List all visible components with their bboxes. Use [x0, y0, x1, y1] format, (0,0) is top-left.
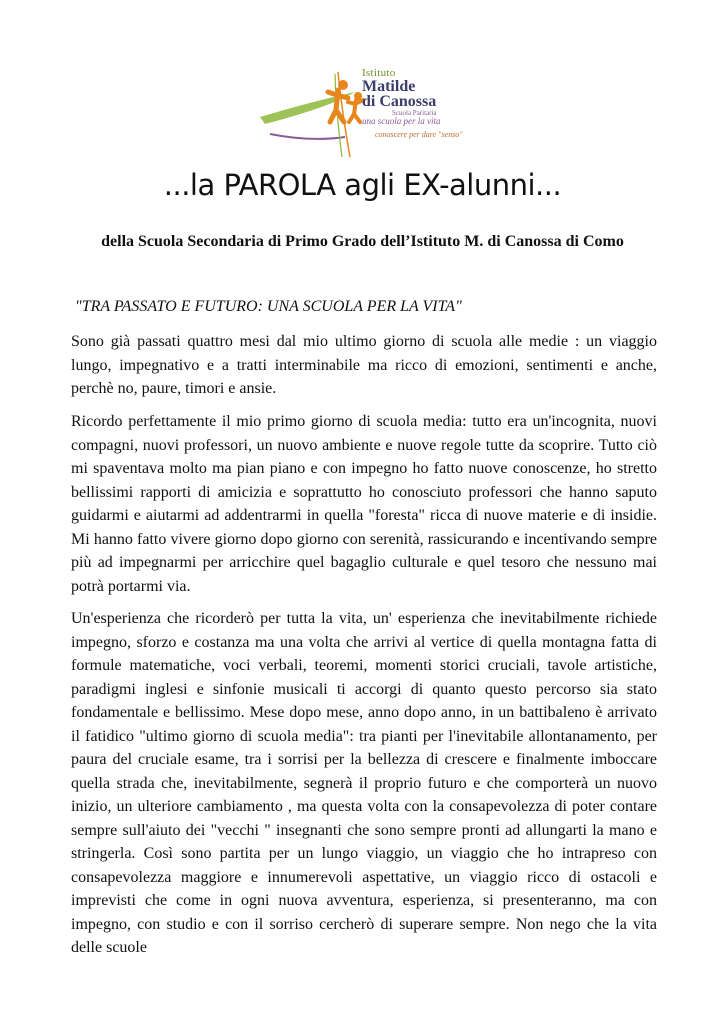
logo-swoosh-purple	[270, 134, 345, 139]
page-headline: ...la PAROLA agli EX-alunni...	[163, 168, 562, 202]
logo-line-canossa: di Canossa	[362, 93, 437, 110]
logo-line-istituto: Istituto	[362, 67, 396, 79]
logo-line-paritaria: Scuola Paritaria	[392, 109, 437, 117]
logo-figure-child	[348, 92, 363, 122]
article-title: "TRA PASSATO E FUTURO: UNA SCUOLA PER LA VITA"	[75, 298, 462, 315]
article-paragraph: Sono già passati quattro mesi dal mio ultimo giorno di scuola alle medie : un viaggio lungo, impegnativo e a tratti interminabile ma ricco di emozioni, sentimenti e anche, perchè no, paure, timori e ansie.	[71, 333, 657, 397]
article-paragraph: Un'esperienza che ricorderò per tutta la vita, un' esperienza che inevitabilmente richiede impegno, sforzo e costanza ma una volta che arrivi al vertice di quella montagna fatta di formule matematiche, voci verbali, teoremi, momenti storici cruciali, tavole artistiche, paradigmi inglesi e sinfonie musicali ti accorgi di quanto questo percorso sia stato fondamentale e bellissimo. Mese dopo mese, anno dopo anno, in un battibaleno è arrivato il fatidico "ultimo giorno di scuola media": tra pianti per l'inevitabile allontanamento, per paura del cruciale esame, tra i sorrisi per la bellezza di crescere e finalmente imboccare quella strada che, inevitabilmente, segnerà il proprio futuro e che comporterà un nuovo inizio, un ulteriore cambiamento , ma questa volta con la consapevolezza di poter contare sempre sull'aiuto dei "vecchi " insegnanti che sono sempre pronti ad allungarti la mano e stringerla. Così sono partita per un lungo viaggio, un viaggio che ho intrapreso con consapevolezza maggiore e innumerevoli aspettative, un viaggio ricco di ostacoli e imprevisti che come in ogni nuova avventura, esperienza, si presenteranno, ma con impegno, con studio e con il sorriso cercherò di superare sempre. Non nego che la vita delle scuole	[71, 610, 657, 956]
page-subtitle: della Scuola Secondaria di Primo Grado dell’Istituto M. di Canossa di Como	[101, 233, 624, 250]
article-paragraph: Ricordo perfettamente il mio primo giorno di scuola media: tutto era un'incognita, nuovi compagni, nuovi professori, un nuovo ambiente e nuove regole tutte da scoprire. Tutto ciò mi spaventava molto ma pian piano e con impegno ho fatto nuove conoscenze, ho stretto bellissimi rapporti di amicizia e soprattutto ho conosciuto professori che hanno saputo guidarmi e aiutarmi ad addentrarmi in quella "foresta" ricca di nuove materie e di insidie. Mi hanno fatto vivere giorno dopo giorno con serenità, rassicurando e incentivando sempre più ad impegnarmi per arricchire quel bagaglio culturale e quel tesoro che nessuno mai potrà portarmi via.	[71, 413, 657, 595]
logo-wordmark	[362, 68, 472, 118]
logo-tagline: una scuola per la vita	[362, 116, 441, 126]
logo-motto: conoscere per dare "senso"	[375, 130, 463, 139]
logo-line-matilde: Matilde	[362, 78, 416, 95]
